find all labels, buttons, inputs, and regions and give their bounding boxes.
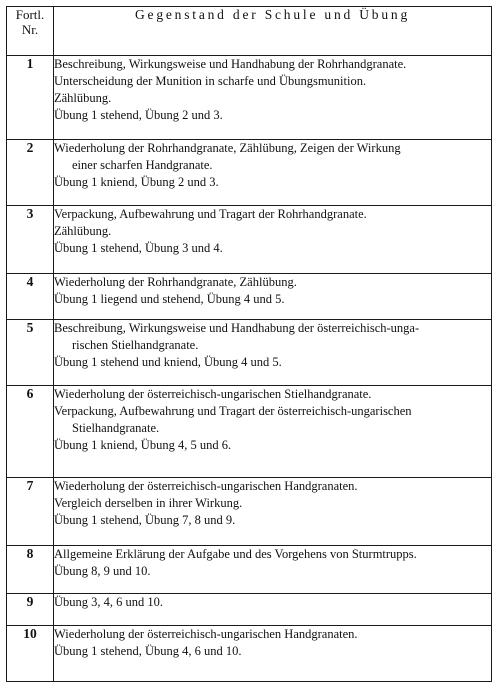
row-description [54, 594, 492, 626]
row-description [54, 320, 492, 386]
description-line: Wiederholung der österreichisch-ungarischen Stielhandgranate. [54, 387, 372, 401]
row-number: 10 [7, 626, 54, 682]
table-row [7, 56, 492, 140]
description-line: einer scharfen Handgranate. [72, 158, 213, 172]
description-line: Verpackung, Aufbewahrung und Tragart der Rohrhandgranate. [54, 207, 367, 221]
description-line: rischen Stielhandgranate. [72, 338, 199, 352]
table-row [7, 478, 492, 546]
description-line: Verpackung, Aufbewahrung und Tragart der österreichisch-ungarischen [54, 404, 412, 418]
description-line: Wiederholung der österreichisch-ungarischen Handgranaten. [54, 479, 358, 493]
row-number: 6 [7, 386, 54, 478]
description-line: Beschreibung, Wirkungsweise und Handhabung der Rohrhandgranate. [54, 57, 407, 71]
table-header-row [7, 7, 492, 56]
description-line: Übung 1 stehend, Übung 4, 6 und 10. [54, 644, 242, 658]
description-line: Zählübung. [54, 91, 112, 105]
column-header-subject: Gegenstand der Schule und Übung [54, 7, 492, 56]
description-line: Beschreibung, Wirkungsweise und Handhabung der österreichisch-unga- [54, 321, 420, 335]
description-line: Stielhandgranate. [72, 421, 160, 435]
row-description [54, 478, 492, 546]
row-description [54, 274, 492, 320]
row-number: 3 [7, 206, 54, 274]
description-line: Übung 1 stehend und kniend, Übung 4 und 5. [54, 355, 282, 369]
row-number: 8 [7, 546, 54, 594]
row-number: 5 [7, 320, 54, 386]
row-number: 9 [7, 594, 54, 626]
description-line: Wiederholung der Rohrhandgranate, Zählübung, Zeigen der Wirkung [54, 141, 401, 155]
row-description [54, 386, 492, 478]
description-line: Übung 1 stehend, Übung 3 und 4. [54, 241, 223, 255]
row-description [54, 56, 492, 140]
row-number: 4 [7, 274, 54, 320]
description-line: Übung 1 stehend, Übung 7, 8 und 9. [54, 513, 236, 527]
row-number: 1 [7, 56, 54, 140]
description-line: Übung 1 kniend, Übung 2 und 3. [54, 175, 219, 189]
row-description [54, 626, 492, 682]
table-row [7, 274, 492, 320]
table-row [7, 320, 492, 386]
table-row [7, 206, 492, 274]
description-line: Übung 1 liegend und stehend, Übung 4 und 5. [54, 292, 285, 306]
row-number: 7 [7, 478, 54, 546]
table-row [7, 546, 492, 594]
table-row [7, 626, 492, 682]
description-line: Wiederholung der Rohrhandgranate, Zählübung. [54, 275, 297, 289]
row-number: 2 [7, 140, 54, 206]
training-schedule-table [6, 6, 492, 682]
description-line: Übung 8, 9 und 10. [54, 564, 151, 578]
description-line: Übung 1 stehend, Übung 2 und 3. [54, 108, 223, 122]
column-header-number-line1: Fortl. [15, 7, 45, 22]
table-row [7, 594, 492, 626]
description-line: Vergleich derselben in ihrer Wirkung. [54, 496, 243, 510]
column-header-number [7, 7, 54, 56]
row-description [54, 140, 492, 206]
description-line: Unterscheidung der Munition in scharfe und Übungsmunition. [54, 74, 367, 88]
table-row [7, 140, 492, 206]
row-description [54, 206, 492, 274]
table-row [7, 386, 492, 478]
description-line: Übung 3, 4, 6 und 10. [54, 595, 164, 609]
description-line: Zählübung. [54, 224, 112, 238]
description-line: Allgemeine Erklärung der Aufgabe und des Vorgehens von Sturmtrupps. [54, 547, 417, 561]
column-header-number-line2: Nr. [21, 22, 39, 37]
description-line: Wiederholung der österreichisch-ungarischen Handgranaten. [54, 627, 358, 641]
row-description [54, 546, 492, 594]
description-line: Übung 1 kniend, Übung 4, 5 und 6. [54, 438, 232, 452]
